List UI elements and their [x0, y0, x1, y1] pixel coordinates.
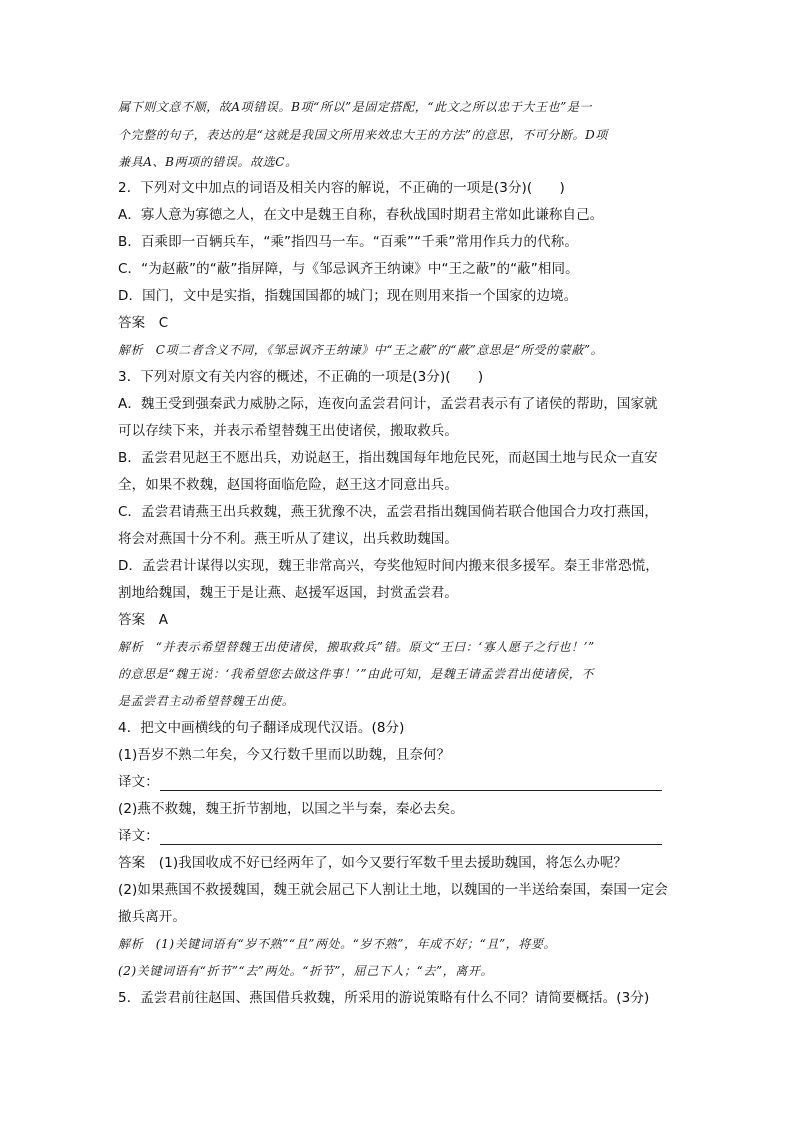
question-4-answer-2-line-2: 撤兵离开。: [118, 909, 186, 925]
question-2-stem: 2．下列对文中加点的词语及相关内容的解说，不正确的一项是(3分)( ): [118, 180, 565, 196]
translation-answer-line-2[interactable]: [160, 844, 662, 845]
question-2-option-a: A．寡人意为寡德之人，在文中是魏王自称，春秋战国时期君主常如此谦称自己。: [118, 207, 604, 223]
question-4-analysis-2: (2)关键词语有“折节”“去”两处。“折节”，屈己下人；“去”，离开。: [118, 964, 494, 978]
question-3-option-c-line-1: C．孟尝君请燕王出兵救魏，燕王犹豫不决，孟尝君指出魏国倘若联合他国合力攻打燕国，: [118, 504, 658, 520]
question-3-stem: 3．下列对原文有关内容的概述，不正确的一项是(3分)( ): [118, 369, 484, 385]
question-2-option-c: C．“为赵蔽”的“蔽”指屏障，与《邹忌讽齐王纳谏》中“王之蔽”的“蔽”相同。: [118, 261, 579, 277]
question-2-option-b: B．百乘即一百辆兵车，“乘”指四马一车。“百乘”“千乘”常用作兵力的代称。: [118, 234, 578, 250]
question-3-option-c-line-2: 将会对燕国十分不利。燕王听从了建议，出兵救助魏国。: [118, 531, 458, 547]
analysis-continuation-line-1: 属下则文意不顺，故A项错误。B项“所以”是固定搭配，“此文之所以忠于大王也”是一: [118, 100, 593, 114]
question-4-analysis-1: 解析 (1)关键词语有“岁不熟”“且”两处。“岁不熟”，年成不好；“且”，将要。: [118, 937, 557, 951]
question-2-option-d: D．国门，文中是实指，指魏国国都的城门；现在则用来指一个国家的边境。: [118, 288, 578, 304]
question-4-answer-2-line-1: (2)如果燕国不救援魏国，魏王就会屈己下人割让土地，以魏国的一半送给秦国，秦国一定会: [118, 882, 668, 898]
question-4-sentence-1: (1)吾岁不熟二年矣，今又行数千里而以助魏，且奈何？: [118, 747, 451, 763]
translation-answer-line-1[interactable]: [160, 790, 662, 791]
question-3-analysis-line-2: 的意思是“魏王说：‘我希望您去做这件事！’”由此可知，是魏王请孟尝君出使诸侯，不: [118, 667, 594, 681]
question-3-option-b-line-1: B．孟尝君见赵王不愿出兵，劝说赵王，指出魏国每年地危民死，而赵国土地与民众一直安: [118, 450, 658, 466]
question-3-option-d-line-1: D．孟尝君计谋得以实现，魏王非常高兴，夸奖他短时间内搬来很多援军。秦王非常恐慌，: [118, 558, 659, 574]
analysis-continuation-line-3: 兼具A、B两项的错误。故选C。: [118, 155, 298, 169]
question-4-answer-1: 答案 (1)我国收成不好已经两年了，如今又要行军数千里去援助魏国，将怎么办呢？: [118, 855, 628, 871]
question-3-option-b-line-2: 全，如果不救魏，赵国将面临危险，赵王这才同意出兵。: [118, 477, 458, 493]
translation-label-1: 译文：: [118, 774, 159, 790]
question-3-option-d-line-2: 割地给魏国，魏王于是让燕、赵援军返国，封赏孟尝君。: [118, 585, 458, 601]
question-4-stem: 4．把文中画横线的句子翻译成现代汉语。(8分): [118, 720, 405, 736]
question-3-analysis-line-1: 解析 “并表示希望替魏王出使诸侯，搬取救兵”错。原文“王曰：‘寡人愿子之行也！’”: [118, 640, 595, 654]
analysis-continuation-line-2: 个完整的句子，表达的是“这就是我国文所用来效忠大王的方法”的意思，不可分断。D项: [118, 128, 608, 142]
question-3-option-a-line-2: 可以存续下来，并表示希望替魏王出使诸侯，搬取救兵。: [118, 423, 458, 439]
question-2-answer: 答案 C: [118, 315, 169, 331]
question-3-option-a-line-1: A．魏王受到强秦武力威胁之际，连夜向孟尝君问计，孟尝君表示有了诸侯的帮助，国家就: [118, 396, 658, 412]
question-2-analysis: 解析 C项二者含义不同，《邹忌讽齐王纳谏》中“王之蔽”的“蔽”意思是“所受的蒙蔽”。: [118, 343, 604, 357]
question-3-analysis-line-3: 是孟尝君主动希望替魏王出使。: [118, 694, 295, 708]
question-4-sentence-2: (2)燕不救魏，魏王折节割地，以国之半与秦，秦必去矣。: [118, 801, 464, 817]
question-5-stem: 5．孟尝君前往赵国、燕国借兵救魏，所采用的游说策略有什么不同？请简要概括。(3分): [118, 990, 650, 1006]
translation-label-2: 译文：: [118, 828, 159, 844]
question-3-answer: 答案 A: [118, 612, 169, 628]
